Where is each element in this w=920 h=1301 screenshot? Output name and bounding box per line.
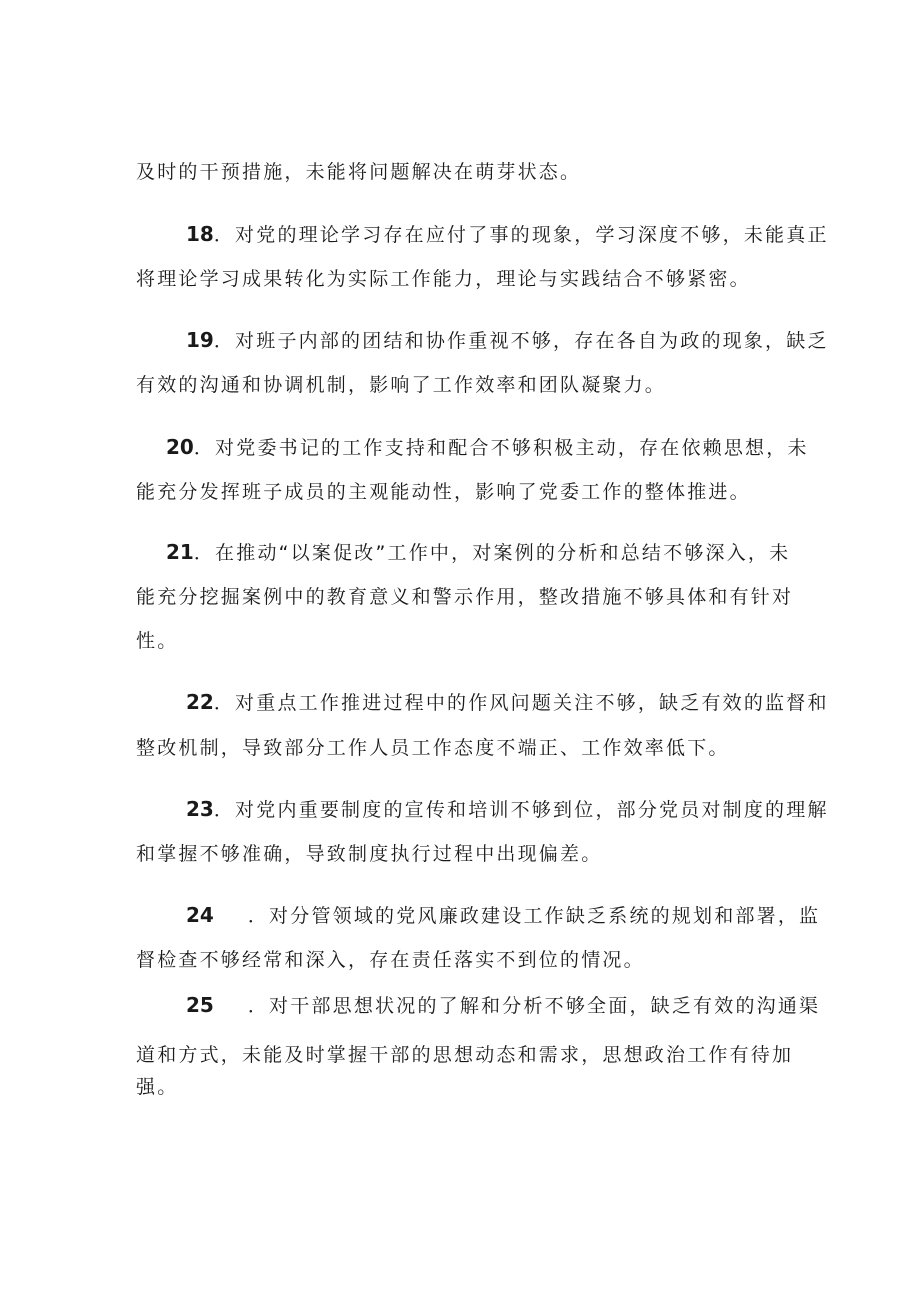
item-text: ．对干部思想状况的了解和分析不够全面，缺乏有效的沟通渠 [247, 995, 821, 1017]
item-23-first-line [186, 797, 829, 822]
item-number: 20 [166, 435, 194, 459]
item-18-first-line [186, 222, 829, 247]
item-25-third-line: 强。 [136, 1076, 179, 1098]
item-24-first-line [186, 903, 820, 928]
item-number: 18 [186, 222, 214, 246]
item-text: ．对党的理论学习存在应付了事的现象，学习深度不够，未能真正 [213, 224, 829, 246]
item-21-second-line: 能充分挖掘案例中的教育意义和警示作用，整改措施不够具体和有针对 [136, 586, 794, 608]
item-21-first-line [166, 540, 790, 565]
item-20-second-line: 能充分发挥班子成员的主观能动性，影响了党委工作的整体推进。 [136, 481, 751, 503]
item-22-second-line: 整改机制，导致部分工作人员工作态度不端正、工作效率低下。 [136, 737, 730, 759]
item-text: ．对班子内部的团结和协作重视不够，存在各自为政的现象，缺乏 [213, 330, 829, 352]
continuation-text: 及时的干预措施，未能将问题解决在萌芽状态。 [136, 161, 582, 183]
item-text: ．在推动“以案促改”工作中，对案例的分析和总结不够深入，未 [193, 542, 791, 564]
item-25-first-line [186, 993, 820, 1018]
item-23-second-line: 和掌握不够准确，导致制度执行过程中出现偏差。 [136, 843, 603, 865]
item-22-first-line [186, 690, 829, 715]
item-24-second-line: 督检查不够经常和深入，存在责任落实不到位的情况。 [136, 949, 645, 971]
item-25-second-line: 道和方式，未能及时掌握干部的思想动态和需求，思想政治工作有待加 [136, 1044, 794, 1066]
item-number: 25 [186, 993, 214, 1017]
item-number: 19 [186, 328, 214, 352]
item-20-first-line [166, 435, 809, 460]
item-19-first-line [186, 328, 829, 353]
item-19-second-line: 有效的沟通和协调机制，影响了工作效率和团队凝聚力。 [136, 374, 667, 396]
item-text: ．对分管领域的党风廉政建设工作缺乏系统的规划和部署，监 [247, 905, 821, 927]
item-number: 23 [186, 797, 214, 821]
item-number: 24 [186, 903, 214, 927]
item-18-second-line: 将理论学习成果转化为实际工作能力，理论与实践结合不够紧密。 [136, 268, 751, 290]
item-text: ．对党内重要制度的宣传和培训不够到位，部分党员对制度的理解 [213, 799, 829, 821]
item-number: 21 [166, 540, 194, 564]
item-number: 22 [186, 690, 214, 714]
item-21-third-line: 性。 [136, 630, 179, 652]
item-text: ．对重点工作推进过程中的作风问题关注不够，缺乏有效的监督和 [213, 692, 829, 714]
item-text: ．对党委书记的工作支持和配合不够积极主动，存在依赖思想，未 [193, 437, 809, 459]
